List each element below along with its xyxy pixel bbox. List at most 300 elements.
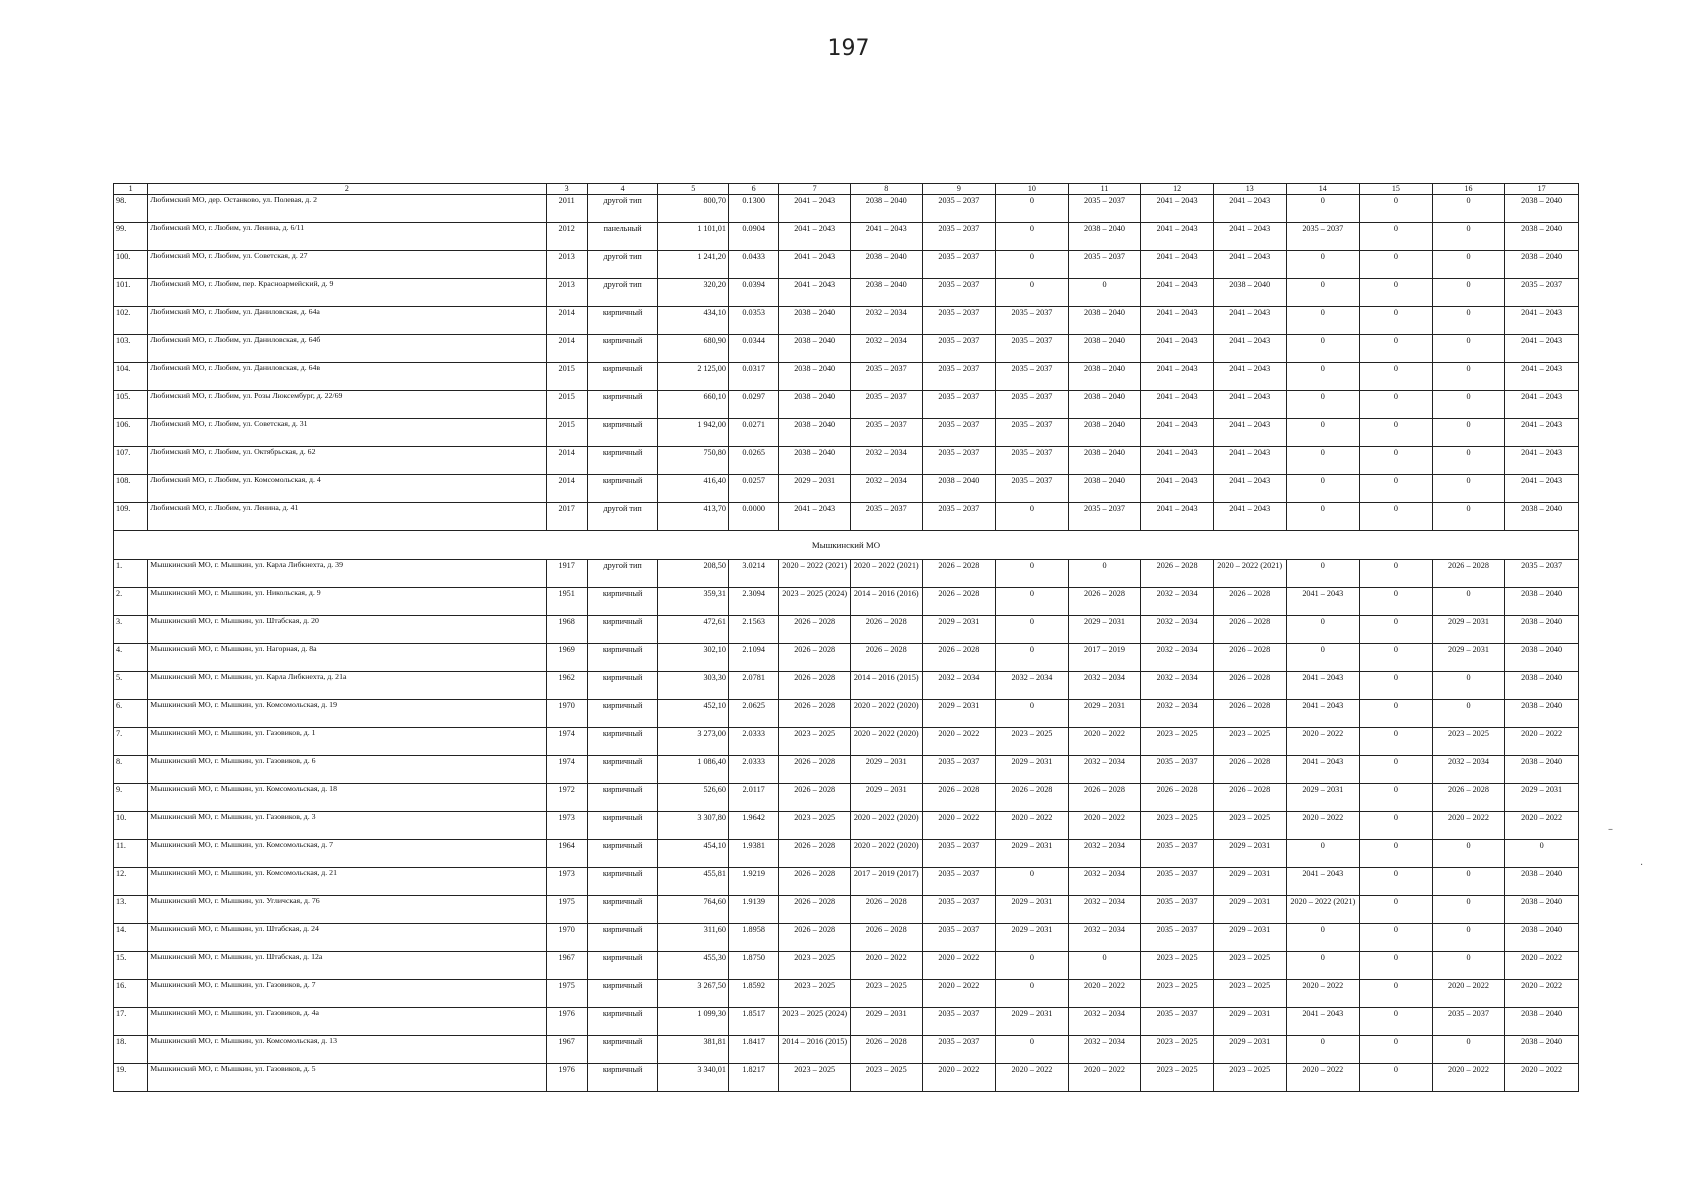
table-cell: 2041 – 2043 — [1213, 475, 1286, 503]
table-cell: 2029 – 2031 — [1432, 644, 1505, 672]
table-cell: 2026 – 2028 — [922, 588, 996, 616]
table-cell: другой тип — [587, 251, 658, 279]
table-cell: 0 — [1360, 391, 1433, 419]
table-cell: 2041 – 2043 — [1213, 391, 1286, 419]
row-number-cell: 14. — [114, 924, 148, 952]
column-number: 8 — [850, 184, 922, 195]
table-cell: 2038 – 2040 — [1505, 1008, 1579, 1036]
table-cell: 455,30 — [658, 952, 729, 980]
table-cell: 2026 – 2028 — [1213, 588, 1286, 616]
table-cell: 2038 – 2040 — [779, 391, 851, 419]
table-cell: 2020 – 2022 — [1432, 812, 1505, 840]
table-cell: 2041 – 2043 — [1286, 756, 1360, 784]
table-cell: 2041 – 2043 — [1505, 335, 1579, 363]
table-cell: 1975 — [546, 896, 587, 924]
table-cell: 0.0297 — [728, 391, 778, 419]
table-cell: 2015 — [546, 363, 587, 391]
table-cell: 2035 – 2037 — [922, 419, 996, 447]
table-cell: кирпичный — [587, 447, 658, 475]
table-row — [114, 896, 1579, 924]
table-cell: 0 — [1360, 363, 1433, 391]
table-cell: 2020 – 2022 — [1505, 812, 1579, 840]
table-cell: 0 — [1360, 195, 1433, 223]
table-cell: 2035 – 2037 — [1432, 1008, 1505, 1036]
table-cell: 2014 — [546, 335, 587, 363]
table-cell: 2032 – 2034 — [1068, 840, 1141, 868]
table-cell: 2020 – 2022 — [1505, 1064, 1579, 1092]
table-cell: 2020 – 2022 — [922, 812, 996, 840]
table-cell: 2038 – 2040 — [1068, 391, 1141, 419]
table-cell: 2035 – 2037 — [922, 447, 996, 475]
table-cell: 0 — [1286, 840, 1360, 868]
table-cell: 2026 – 2028 — [1141, 560, 1214, 588]
table-cell: панельный — [587, 223, 658, 251]
table-cell: 2035 – 2037 — [996, 391, 1069, 419]
table-cell: 0.1300 — [728, 195, 778, 223]
table-cell: 2041 – 2043 — [1213, 195, 1286, 223]
table-cell: 2026 – 2028 — [1213, 756, 1286, 784]
table-cell: 2035 – 2037 — [922, 868, 996, 896]
row-number-cell: 1. — [114, 560, 148, 588]
table-cell: 2032 – 2034 — [1068, 924, 1141, 952]
address-cell: Мышкинский МО, г. Мышкин, ул. Штабская, д. 24 — [148, 924, 546, 952]
table-cell: 2041 – 2043 — [1141, 335, 1214, 363]
table-cell: 2038 – 2040 — [1505, 223, 1579, 251]
table-cell: 2029 – 2031 — [996, 924, 1069, 952]
row-number-cell: 104. — [114, 363, 148, 391]
table-cell: 2020 – 2022 — [1068, 812, 1141, 840]
table-cell: 320,20 — [658, 279, 729, 307]
table-cell: 2023 – 2025 — [1141, 1036, 1214, 1064]
table-cell: 680,90 — [658, 335, 729, 363]
row-number-cell: 98. — [114, 195, 148, 223]
table-cell: 2041 – 2043 — [1286, 700, 1360, 728]
table-row — [114, 728, 1579, 756]
table-cell: 0 — [996, 251, 1069, 279]
table-cell: 2026 – 2028 — [1432, 784, 1505, 812]
table-cell: 2023 – 2025 — [1141, 728, 1214, 756]
table-cell: 2020 – 2022 (2020) — [850, 728, 922, 756]
table-row — [114, 560, 1579, 588]
table-cell: 2035 – 2037 — [922, 335, 996, 363]
table-cell: 2020 – 2022 — [996, 1064, 1069, 1092]
table-cell: 2023 – 2025 — [1141, 952, 1214, 980]
table-cell: 0 — [1286, 924, 1360, 952]
table-cell: 0 — [1286, 363, 1360, 391]
table-cell: 2041 – 2043 — [779, 195, 851, 223]
table-cell: 2026 – 2028 — [779, 896, 851, 924]
table-cell: 3 307,80 — [658, 812, 729, 840]
table-cell: 0.0317 — [728, 363, 778, 391]
table-cell: 2020 – 2022 — [1286, 980, 1360, 1008]
table-cell: 2041 – 2043 — [1141, 391, 1214, 419]
scan-mark: – — [1608, 824, 1613, 835]
table-cell: 0 — [1432, 363, 1505, 391]
address-cell: Мышкинский МО, г. Мышкин, ул. Комсомольская, д. 13 — [148, 1036, 546, 1064]
address-cell: Мышкинский МО, г. Мышкин, ул. Газовиков, д. 4а — [148, 1008, 546, 1036]
address-cell: Любимский МО, г. Любим, ул. Ленина, д. 41 — [148, 503, 546, 531]
table-cell: 0.0000 — [728, 503, 778, 531]
table-cell: 1968 — [546, 616, 587, 644]
address-cell: Мышкинский МО, г. Мышкин, ул. Газовиков, д. 7 — [148, 980, 546, 1008]
table-cell: 1 241,20 — [658, 251, 729, 279]
table-cell: 0 — [1360, 307, 1433, 335]
table-cell: 2026 – 2028 — [1213, 616, 1286, 644]
table-cell: 0 — [1432, 223, 1505, 251]
table-cell: 2038 – 2040 — [922, 475, 996, 503]
table-cell: 2029 – 2031 — [1505, 784, 1579, 812]
row-number-cell: 4. — [114, 644, 148, 672]
column-number: 17 — [1505, 184, 1579, 195]
table-cell: 2029 – 2031 — [1213, 896, 1286, 924]
table-cell: 2029 – 2031 — [850, 1008, 922, 1036]
table-cell: 2026 – 2028 — [850, 1036, 922, 1064]
table-cell: 455,81 — [658, 868, 729, 896]
table-row — [114, 475, 1579, 503]
table-cell: 1.8517 — [728, 1008, 778, 1036]
table-cell: 2035 – 2037 — [996, 335, 1069, 363]
table-cell: 0 — [1505, 840, 1579, 868]
table-cell: 0 — [1360, 952, 1433, 980]
column-number: 9 — [922, 184, 996, 195]
address-cell: Мышкинский МО, г. Мышкин, ул. Нагорная, д. 8а — [148, 644, 546, 672]
table-cell: 0 — [1432, 419, 1505, 447]
table-cell: кирпичный — [587, 391, 658, 419]
address-cell: Мышкинский МО, г. Мышкин, ул. Карла Либкнехта, д. 21а — [148, 672, 546, 700]
table-cell: 2035 – 2037 — [850, 419, 922, 447]
table-cell: 0 — [996, 980, 1069, 1008]
table-cell: 0 — [1360, 672, 1433, 700]
table-cell: 2035 – 2037 — [850, 503, 922, 531]
table-cell: 2041 – 2043 — [779, 279, 851, 307]
table-cell: 1 942,00 — [658, 419, 729, 447]
table-cell: 2029 – 2031 — [996, 1008, 1069, 1036]
table-cell: 2029 – 2031 — [922, 616, 996, 644]
row-number-cell: 17. — [114, 1008, 148, 1036]
table-cell: 2026 – 2028 — [996, 784, 1069, 812]
row-number-cell: 9. — [114, 784, 148, 812]
column-number: 15 — [1360, 184, 1433, 195]
table-cell: 1974 — [546, 728, 587, 756]
column-number: 5 — [658, 184, 729, 195]
table-cell: 2035 – 2037 — [850, 363, 922, 391]
table-cell: 2032 – 2034 — [1141, 672, 1214, 700]
row-number-cell: 107. — [114, 447, 148, 475]
table-cell: 2020 – 2022 — [1286, 1064, 1360, 1092]
column-number: 12 — [1141, 184, 1214, 195]
table-cell: 2023 – 2025 — [1213, 952, 1286, 980]
table-cell: 2029 – 2031 — [779, 475, 851, 503]
table-cell: 2032 – 2034 — [922, 672, 996, 700]
table-cell: 764,60 — [658, 896, 729, 924]
row-number-cell: 101. — [114, 279, 148, 307]
table-cell: 2038 – 2040 — [1068, 419, 1141, 447]
table-cell: 0 — [1432, 924, 1505, 952]
table-cell: 2035 – 2037 — [922, 251, 996, 279]
address-cell: Любимский МО, г. Любим, ул. Розы Люксембург, д. 22/69 — [148, 391, 546, 419]
table-cell: 0 — [1286, 307, 1360, 335]
table-cell: 2029 – 2031 — [1068, 616, 1141, 644]
table-cell: 0 — [1432, 588, 1505, 616]
column-number: 13 — [1213, 184, 1286, 195]
table-cell: 2035 – 2037 — [850, 391, 922, 419]
table-cell: 2014 — [546, 475, 587, 503]
table-cell: 1972 — [546, 784, 587, 812]
table-cell: 2035 – 2037 — [996, 307, 1069, 335]
table-row — [114, 503, 1579, 531]
table-cell: 0.0257 — [728, 475, 778, 503]
table-cell: 2029 – 2031 — [1213, 1008, 1286, 1036]
table-cell: 2.0333 — [728, 728, 778, 756]
table-cell: 2 125,00 — [658, 363, 729, 391]
table-cell: 1.9642 — [728, 812, 778, 840]
table-cell: 1951 — [546, 588, 587, 616]
table-cell: 2035 – 2037 — [922, 223, 996, 251]
table-cell: 0 — [1432, 447, 1505, 475]
register-table — [113, 183, 1579, 1092]
table-cell: 2038 – 2040 — [1505, 1036, 1579, 1064]
table-cell: 2035 – 2037 — [996, 363, 1069, 391]
table-cell: 1975 — [546, 980, 587, 1008]
table-cell: 2020 – 2022 (2021) — [1213, 560, 1286, 588]
table-cell: 2026 – 2028 — [1213, 784, 1286, 812]
table-cell: 0 — [1360, 784, 1433, 812]
table-cell: кирпичный — [587, 756, 658, 784]
table-cell: 1.8217 — [728, 1064, 778, 1092]
table-cell: 2023 – 2025 — [1432, 728, 1505, 756]
table-cell: 1967 — [546, 1036, 587, 1064]
table-row — [114, 812, 1579, 840]
table-cell: 0 — [1286, 391, 1360, 419]
table-cell: 2038 – 2040 — [779, 363, 851, 391]
table-cell: 208,50 — [658, 560, 729, 588]
table-cell: кирпичный — [587, 1008, 658, 1036]
table-cell: 0 — [1360, 896, 1433, 924]
table-cell: 2038 – 2040 — [1505, 616, 1579, 644]
address-cell: Мышкинский МО, г. Мышкин, ул. Газовиков, д. 5 — [148, 1064, 546, 1092]
row-number-cell: 106. — [114, 419, 148, 447]
table-cell: кирпичный — [587, 700, 658, 728]
table-cell: 0 — [996, 700, 1069, 728]
table-cell: 2038 – 2040 — [1068, 335, 1141, 363]
table-cell: 2020 – 2022 (2020) — [850, 812, 922, 840]
table-cell: 0.0433 — [728, 251, 778, 279]
table-cell: 2026 – 2028 — [850, 616, 922, 644]
table-cell: 2038 – 2040 — [1505, 644, 1579, 672]
table-cell: 0 — [1286, 616, 1360, 644]
column-number-row — [114, 184, 1579, 195]
table-cell: 2035 – 2037 — [1286, 223, 1360, 251]
table-cell: 2038 – 2040 — [779, 447, 851, 475]
table-cell: 2035 – 2037 — [922, 279, 996, 307]
table-row — [114, 980, 1579, 1008]
table-cell: 2038 – 2040 — [1505, 896, 1579, 924]
table-row — [114, 195, 1579, 223]
table-cell: 2026 – 2028 — [1068, 784, 1141, 812]
address-cell: Мышкинский МО, г. Мышкин, ул. Газовиков, д. 6 — [148, 756, 546, 784]
table-cell: 2026 – 2028 — [779, 700, 851, 728]
table-row — [114, 616, 1579, 644]
table-cell: 0.0394 — [728, 279, 778, 307]
table-cell: 2.1563 — [728, 616, 778, 644]
table-cell: 2038 – 2040 — [1505, 700, 1579, 728]
table-cell: другой тип — [587, 195, 658, 223]
table-cell: кирпичный — [587, 896, 658, 924]
address-cell: Любимский МО, г. Любим, ул. Советская, д. 27 — [148, 251, 546, 279]
table-cell: 2023 – 2025 — [850, 980, 922, 1008]
table-cell: 1964 — [546, 840, 587, 868]
table-cell: 2035 – 2037 — [922, 195, 996, 223]
table-cell: 2026 – 2028 — [779, 644, 851, 672]
table-cell: 750,80 — [658, 447, 729, 475]
table-cell: 0.0344 — [728, 335, 778, 363]
table-cell: 2029 – 2031 — [996, 756, 1069, 784]
table-cell: 1976 — [546, 1008, 587, 1036]
table-cell: 2023 – 2025 — [779, 1064, 851, 1092]
table-cell: 2041 – 2043 — [1141, 307, 1214, 335]
table-cell: другой тип — [587, 560, 658, 588]
table-cell: 0 — [1360, 447, 1433, 475]
table-cell: 1 086,40 — [658, 756, 729, 784]
address-cell: Мышкинский МО, г. Мышкин, ул. Газовиков, д. 1 — [148, 728, 546, 756]
table-cell: 2013 — [546, 251, 587, 279]
table-cell: 1.8958 — [728, 924, 778, 952]
table-cell: 0 — [1360, 335, 1433, 363]
table-cell: 1.8417 — [728, 1036, 778, 1064]
table-cell: 2041 – 2043 — [1213, 447, 1286, 475]
table-cell: 2041 – 2043 — [1286, 672, 1360, 700]
table-cell: 2023 – 2025 — [850, 1064, 922, 1092]
table-cell: 2035 – 2037 — [996, 419, 1069, 447]
table-cell: 0 — [1432, 391, 1505, 419]
table-cell: 0 — [996, 1036, 1069, 1064]
table-cell: 2038 – 2040 — [779, 419, 851, 447]
table-cell: 2026 – 2028 — [850, 644, 922, 672]
table-cell: 2038 – 2040 — [779, 335, 851, 363]
table-cell: 2041 – 2043 — [1505, 447, 1579, 475]
table-cell: 434,10 — [658, 307, 729, 335]
table-cell: 0 — [1432, 195, 1505, 223]
table-cell: 2041 – 2043 — [1505, 363, 1579, 391]
table-cell: 0 — [996, 503, 1069, 531]
table-cell: 0 — [1360, 728, 1433, 756]
address-cell: Любимский МО, г. Любим, ул. Советская, д. 31 — [148, 419, 546, 447]
table-cell: 0.0904 — [728, 223, 778, 251]
table-cell: 2041 – 2043 — [1505, 307, 1579, 335]
column-number: 4 — [587, 184, 658, 195]
table-cell: кирпичный — [587, 952, 658, 980]
table-cell: кирпичный — [587, 644, 658, 672]
column-number: 1 — [114, 184, 148, 195]
table-cell: 2035 – 2037 — [922, 1036, 996, 1064]
row-number-cell: 102. — [114, 307, 148, 335]
table-row — [114, 700, 1579, 728]
table-cell: 2023 – 2025 — [779, 980, 851, 1008]
table-cell: 0 — [996, 952, 1069, 980]
table-cell: 0 — [1360, 756, 1433, 784]
table-cell: 2023 – 2025 — [779, 952, 851, 980]
table-cell: 311,60 — [658, 924, 729, 952]
table-cell: 2041 – 2043 — [779, 503, 851, 531]
table-cell: 0 — [1432, 868, 1505, 896]
row-number-cell: 11. — [114, 840, 148, 868]
table-row — [114, 223, 1579, 251]
table-row — [114, 924, 1579, 952]
table-cell: кирпичный — [587, 868, 658, 896]
table-cell: 1970 — [546, 700, 587, 728]
table-cell: 2035 – 2037 — [922, 503, 996, 531]
column-number: 10 — [996, 184, 1069, 195]
table-cell: 2.3094 — [728, 588, 778, 616]
table-cell: 2035 – 2037 — [922, 924, 996, 952]
table-cell: 1973 — [546, 812, 587, 840]
table-cell: 1.9139 — [728, 896, 778, 924]
table-cell: 2026 – 2028 — [779, 672, 851, 700]
table-cell: кирпичный — [587, 475, 658, 503]
table-cell: 2020 – 2022 (2020) — [850, 840, 922, 868]
table-cell: 0 — [1432, 840, 1505, 868]
address-cell: Любимский МО, г. Любим, ул. Даниловская, д. 64б — [148, 335, 546, 363]
table-cell: 2035 – 2037 — [922, 840, 996, 868]
table-cell: 0 — [1432, 335, 1505, 363]
table-cell: 0 — [1360, 616, 1433, 644]
table-cell: 0 — [1286, 475, 1360, 503]
table-cell: 0 — [1286, 644, 1360, 672]
row-number-cell: 100. — [114, 251, 148, 279]
table-cell: 0 — [1432, 672, 1505, 700]
table-cell: 2038 – 2040 — [1505, 251, 1579, 279]
row-number-cell: 105. — [114, 391, 148, 419]
column-number: 11 — [1068, 184, 1141, 195]
table-cell: 2.0781 — [728, 672, 778, 700]
table-cell: 302,10 — [658, 644, 729, 672]
table-cell: 2026 – 2028 — [1213, 644, 1286, 672]
table-cell: 1 099,30 — [658, 1008, 729, 1036]
table-cell: 2020 – 2022 — [1068, 980, 1141, 1008]
table-cell: 2038 – 2040 — [779, 307, 851, 335]
address-cell: Мышкинский МО, г. Мышкин, ул. Штабская, д. 12а — [148, 952, 546, 980]
table-cell: 2041 – 2043 — [779, 223, 851, 251]
table-cell: 2032 – 2034 — [1141, 700, 1214, 728]
table-cell: 303,30 — [658, 672, 729, 700]
table-cell: 2020 – 2022 (2021) — [1286, 896, 1360, 924]
table-cell: 2026 – 2028 — [779, 840, 851, 868]
table-cell: 2038 – 2040 — [1505, 756, 1579, 784]
table-cell: 2029 – 2031 — [1213, 924, 1286, 952]
table-cell: 0 — [1360, 924, 1433, 952]
table-cell: кирпичный — [587, 728, 658, 756]
table-cell: 2038 – 2040 — [850, 279, 922, 307]
table-cell: 0 — [1360, 475, 1433, 503]
table-cell: 2035 – 2037 — [1141, 868, 1214, 896]
table-cell: 2032 – 2034 — [1068, 1008, 1141, 1036]
table-cell: 0 — [1360, 503, 1433, 531]
table-cell: 2041 – 2043 — [1505, 475, 1579, 503]
table-cell: 2035 – 2037 — [1068, 251, 1141, 279]
table-cell: 2038 – 2040 — [1505, 868, 1579, 896]
table-cell: 2038 – 2040 — [850, 251, 922, 279]
table-cell: 0 — [1360, 812, 1433, 840]
row-number-cell: 7. — [114, 728, 148, 756]
table-cell: 2041 – 2043 — [1213, 335, 1286, 363]
table-cell: 0 — [1360, 644, 1433, 672]
table-cell: 0 — [1360, 251, 1433, 279]
table-cell: 2020 – 2022 — [1505, 728, 1579, 756]
table-cell: кирпичный — [587, 784, 658, 812]
address-cell: Мышкинский МО, г. Мышкин, ул. Штабская, д. 20 — [148, 616, 546, 644]
page-number: 197 — [827, 36, 870, 61]
table-cell: 2020 – 2022 (2021) — [850, 560, 922, 588]
